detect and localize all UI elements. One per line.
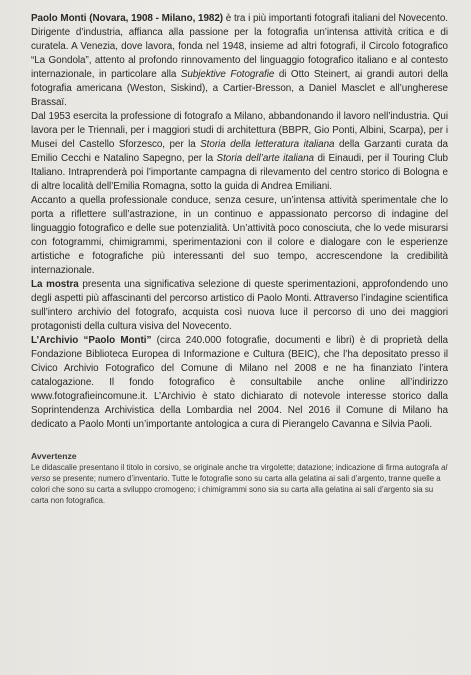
panel-content	[31, 12, 448, 506]
notes-text-part: se presente; numero d’inventario. Tutte le fotografie sono su carta alla gelatina ai sali d’argento, tranne quelle a colori che sono su carta a sviluppo cromogeno; i chimigrammi sono sia su carta alla gelatina ai sali d’argento sia su carta non fotografica.	[31, 474, 441, 505]
exhibition-lead: La mostra	[31, 279, 79, 290]
exhibition-text: presenta una significativa selezione di queste sperimentazioni, approfondendo uno degli aspetti più affascinanti del percorso artistico di Paolo Monti. Attraverso l’indagine scientifica sull’intero archivio del fotografo, acquista così nuova luce il percorso di uno dei maggiori protagonisti della cultura visiva del Novecento.	[31, 279, 448, 332]
career-text: di Einaudi, per il Touring Club Italiano. Intraprenderà poi l’importante campagna di rilevamento del centro storico di Bologna e di altre località dell’Emilia Romagna, sotto la guida di Andrea Emiliani.	[31, 153, 448, 192]
notes-text	[31, 462, 448, 506]
experimentation-paragraph: Accanto a quella professionale conduce, senza cesure, un’intensa attività sperimentale che lo porta a riflettere sull’astrazione, in un continuo e appassionato percorso di indagine del linguaggio fotografico e delle sue potenzialità. Un’attività poco conosciuta, che lo vede misurarsi con fotogrammi, chimigrammi, sperimentazioni con il colore e dialogare con le esperienze artistiche e fotografiche più interessanti del suo tempo, accrescendone la credibilità internazionale.	[31, 195, 448, 276]
archive-lead: L’Archivio “Paolo Monti”	[31, 335, 152, 346]
biography-text: di Otto Steinert, ai grandi autori della fotografia americana (Weston, Siskind), a Cartier-Bresson, a Daniel Masclet e all’ungherese Brassaï.	[31, 69, 448, 108]
book-title: Subjektive Fotografie	[180, 69, 275, 80]
artist-name: Paolo Monti (Novara, 1908 - Milano, 1982)	[31, 13, 224, 24]
notes-text-part: Le didascalie presentano il titolo in corsivo, se originale anche tra virgolette; datazione; indicazione di firma autografa	[31, 463, 442, 472]
notes-title: Avvertenze	[31, 451, 77, 461]
archive-text: (circa 240.000 fotografie, documenti e libri) è di proprietà della Fondazione Biblioteca Europea di Informazione e Cultura (BEIC), che l’ha depositato presso il Civico Archivio Fotografico del Comune di Milano nel 2008 e ne ha finanziato l’intera catalogazione. Il fondo fotografico è consultabile anche online all’indirizzo www.fotografieincomune.it. L’Archivio è stato dichiarato di notevole interesse storico dalla Soprintendenza Archivistica della Lombardia nel 2004. Nel 2016 il Comune di Milano ha dedicato a Paolo Monti un’importante antologica a cura di Pierangelo Cavanna e Silvia Paoli.	[31, 335, 448, 430]
archive-paragraph	[31, 334, 448, 432]
book-title: Storia dell’arte italiana	[216, 153, 314, 164]
notes-italic: al verso	[31, 463, 448, 483]
career-paragraph	[31, 110, 448, 194]
biography-paragraph	[31, 12, 448, 110]
book-title: Storia della letteratura italiana	[200, 139, 335, 150]
exhibition-paragraph	[31, 278, 448, 334]
career-text: Dal 1953 esercita la professione di fotografo a Milano, abbandonando il lavoro nell’industria. Qui lavora per le Triennali, per i maggiori studi di architettura (BBPR, Gio Ponti, Albini, Scarpa), per i Musei del Castello Sforzesco, per la	[31, 111, 448, 150]
biography-text: è tra i più importanti fotografi italiani del Novecento. Dirigente d’industria, affianca alla passione per la fotografia un’intensa attività critica e di curatela. A Venezia, dove lavora, fonda nel 1948, insieme ad altri fotografi, il Circolo fotografico “La Gondola”, attento al profondo rinnovamento del linguaggio fotografico italiano e al contesto internazionale, in particolare alla	[31, 13, 448, 80]
career-text: della Garzanti curata da Emilio Cecchi e Natalino Sapegno, per la	[31, 139, 448, 164]
